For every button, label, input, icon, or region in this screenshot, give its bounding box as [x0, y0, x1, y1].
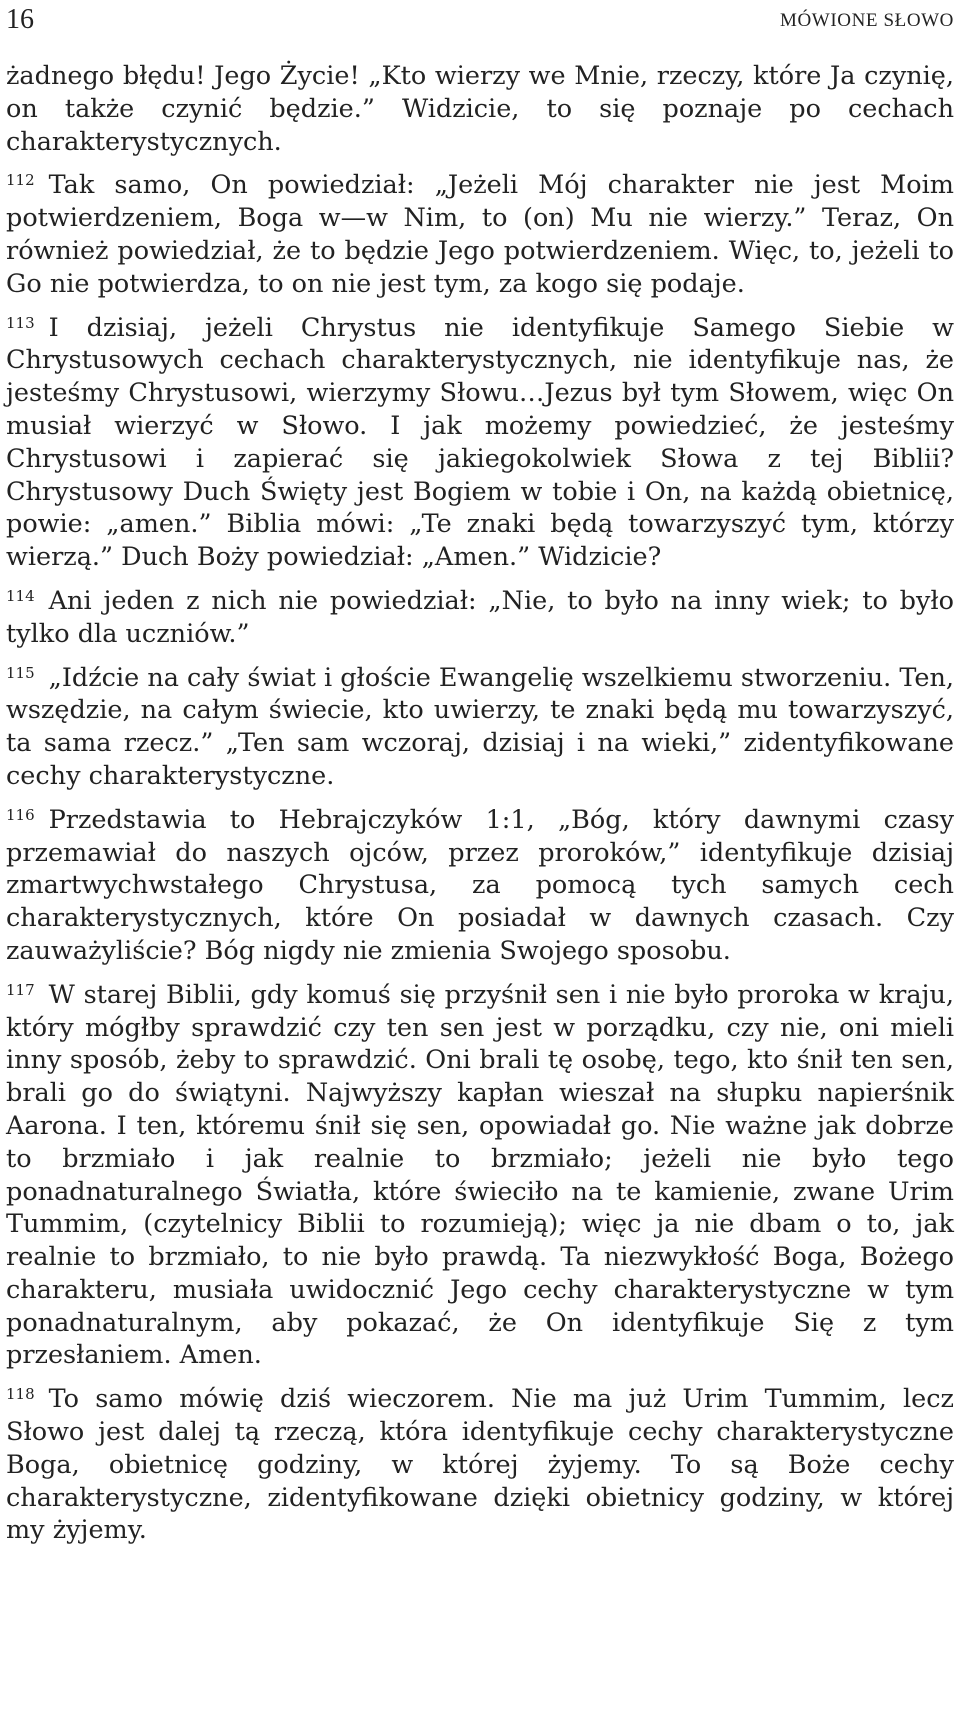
paragraph-114 — [6, 580, 954, 651]
body-text — [6, 60, 954, 1553]
running-title: MÓWIONE SŁOWO — [779, 10, 954, 31]
paragraph-text: I dzisiaj, jeżeli Chrystus nie identyfikuje Samego Siebie w Chrystusowych cechach charakterystycznych, nie identyfikuje nas, że jesteśmy Chrystusowi, wierzymy Słowu…Jezus był tym Słowem, więc On musiał wierzyć w Słowo. I jak możemy powiedzieć, że jesteśmy Chrystusowi i zapierać się jakiegokolwiek Słowa z tej Biblii? Chrystusowy Duch Święty jest Bogiem w tobie i On, na każdą obietnicę, powie: „amen.” Biblia mówi: „Te znaki będą towarzyszyć tym, którzy wierzą.” Duch Boży powiedział: „Amen.” Widzicie? — [6, 312, 954, 573]
paragraph-text: Ani jeden z nich nie powiedział: „Nie, to było na inny wiek; to było tylko dla uczniów.” — [6, 585, 954, 649]
paragraph-text: Tak samo, On powiedział: „Jeżeli Mój charakter nie jest Moim potwierdzeniem, Boga w—w Nim, to (on) Mu nie wierzy.” Teraz, On również powiedział, że to będzie Jego potwierdzeniem. Więc, to, jeżeli to Go nie potwierdza, to on nie jest tym, za kogo się podaje. — [6, 170, 954, 299]
paragraph-text: To samo mówię dziś wieczorem. Nie ma już Urim Tummim, lecz Słowo jest dalej tą rzeczą, która identyfikuje cechy charakterystyczne Boga, obietnicę godziny, w której żyjemy. To są Boże cechy charakterystyczne, zidentyfikowane dzięki obietnicy godziny, w której my żyjemy. — [6, 1384, 954, 1546]
paragraph-115 — [6, 657, 954, 793]
paragraph-117 — [6, 974, 954, 1373]
page-header — [6, 4, 954, 34]
paragraph-text: Przedstawia to Hebrajczyków 1:1, „Bóg, który dawnymi czasy przemawiał do naszych ojców, przez proroków,” identyfikuje dzisiaj zmartwychwstałego Chrystusa, za pomocą tych samych cech charakterystycznych, które On posiadał w dawnych czasach. Czy zauważyliście? Bóg nigdy nie zmienia Swojego sposobu. — [6, 804, 954, 966]
paragraph-112 — [6, 164, 954, 300]
paragraph-continuation — [6, 60, 954, 158]
paragraph-113 — [6, 307, 954, 574]
paragraph-118 — [6, 1378, 954, 1547]
paragraph-text: W starej Biblii, gdy komuś się przyśnił sen i nie było proroka w kraju, który mógłby sprawdzić czy ten sen jest w porządku, czy nie, oni mieli inny sposób, żeby to sprawdzić. Oni brali tę osobę, tego, kto śnił ten sen, brali go do świątyni. Najwyższy kapłan wieszał na słupku napierśnik Aarona. I ten, któremu śnił się sen, opowiadał go. Nie ważne jak dobrze to brzmiało i jak realnie to brzmiało; jeżeli nie było tego ponadnaturalnego Światła, które świeciło na te kamienie, zwane Urim Tummim, (czytelnicy Biblii to rozumieją); więc ja nie dbam o to, jak realnie to brzmiało, to nie było prawdą. Ta niezwykłość Boga, Bożego charakteru, musiała uwidocznić Jego cechy charakterystyczne w tym ponadnaturalnym, aby pokazać, że On identyfikuje Się z tym przesłaniem. Amen. — [6, 979, 954, 1371]
paragraph-number: 116 — [6, 805, 35, 824]
paragraph-number: 114 — [6, 586, 35, 605]
paragraph-text: „Idźcie na cały świat i głoście Ewangelię wszelkiemu stworzeniu. Ten, wszędzie, na całym świecie, kto uwierzy, te znaki będą mu towarzyszyć, ta sama rzecz.” „Ten sam wczoraj, dzisiaj i na wieki,” zidentyfikowane cechy charakterystyczne. — [6, 662, 954, 791]
paragraph-text: żadnego błędu! Jego Życie! „Kto wierzy we Mnie, rzeczy, które Ja czynię, on także czynić będzie.” Widzicie, to się poznaje po cechach charakterystycznych. — [6, 61, 954, 157]
paragraph-number: 117 — [6, 980, 35, 999]
paragraph-number: 112 — [6, 171, 35, 190]
paragraph-number: 115 — [6, 663, 35, 682]
paragraph-number: 118 — [6, 1385, 35, 1404]
page-number: 16 — [6, 4, 34, 35]
paragraph-116 — [6, 799, 954, 968]
paragraph-number: 113 — [6, 313, 35, 332]
